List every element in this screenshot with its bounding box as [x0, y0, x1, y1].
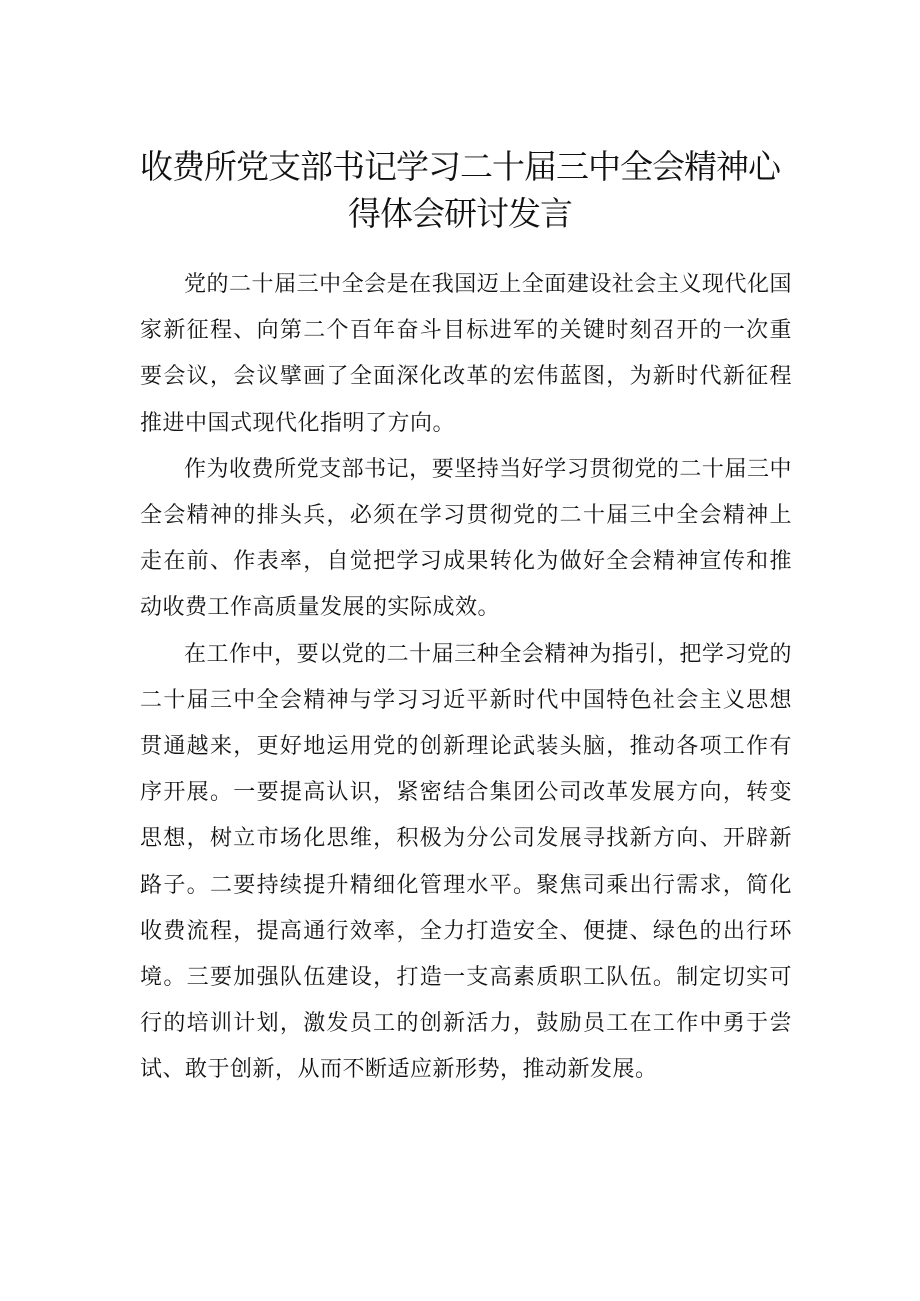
paragraph-1: 党的二十届三中全会是在我国迈上全面建设社会主义现代化国家新征程、向第二个百年奋斗目标进军的关键时刻召开的一次重要会议，会议擘画了全面深化改革的宏伟蓝图，为新时代新征程推进中国式现代化指明了方向。 — [140, 272, 792, 436]
document-title: 收费所党支部书记学习二十届三中全会精神心得体会研讨发言 — [140, 147, 780, 233]
paragraph-3: 在工作中，要以党的二十届三种全会精神为指引，把学习党的二十届三中全会精神与学习习近平新时代中国特色社会主义思想贯通越来，更好地运用党的创新理论武装头脑，推动各项工作有序开展。一要提高认识，紧密结合集团公司改革发展方向，转变思想，树立市场化思维，积极为分公司发展寻找新方向、开辟新路子。二要持续提升精细化管理水平。聚焦司乘出行需求，简化收费流程，提高通行效率，全力打造安全、便捷、绿色的出行环境。三要加强队伍建设，打造一支高素质职工队伍。制定切实可行的培训计划，激发员工的创新活力，鼓励员工在工作中勇于尝试、敢于创新，从而不断适应新形势，推动新发展。 — [140, 641, 792, 1083]
paragraph-2: 作为收费所党支部书记，要坚持当好学习贯彻党的二十届三中全会精神的排头兵，必须在学习贯彻党的二十届三中全会精神上走在前、作表率，自觉把学习成果转化为做好全会精神宣传和推动收费工作高质量发展的实际成效。 — [140, 456, 792, 621]
document-body — [140, 262, 792, 1094]
